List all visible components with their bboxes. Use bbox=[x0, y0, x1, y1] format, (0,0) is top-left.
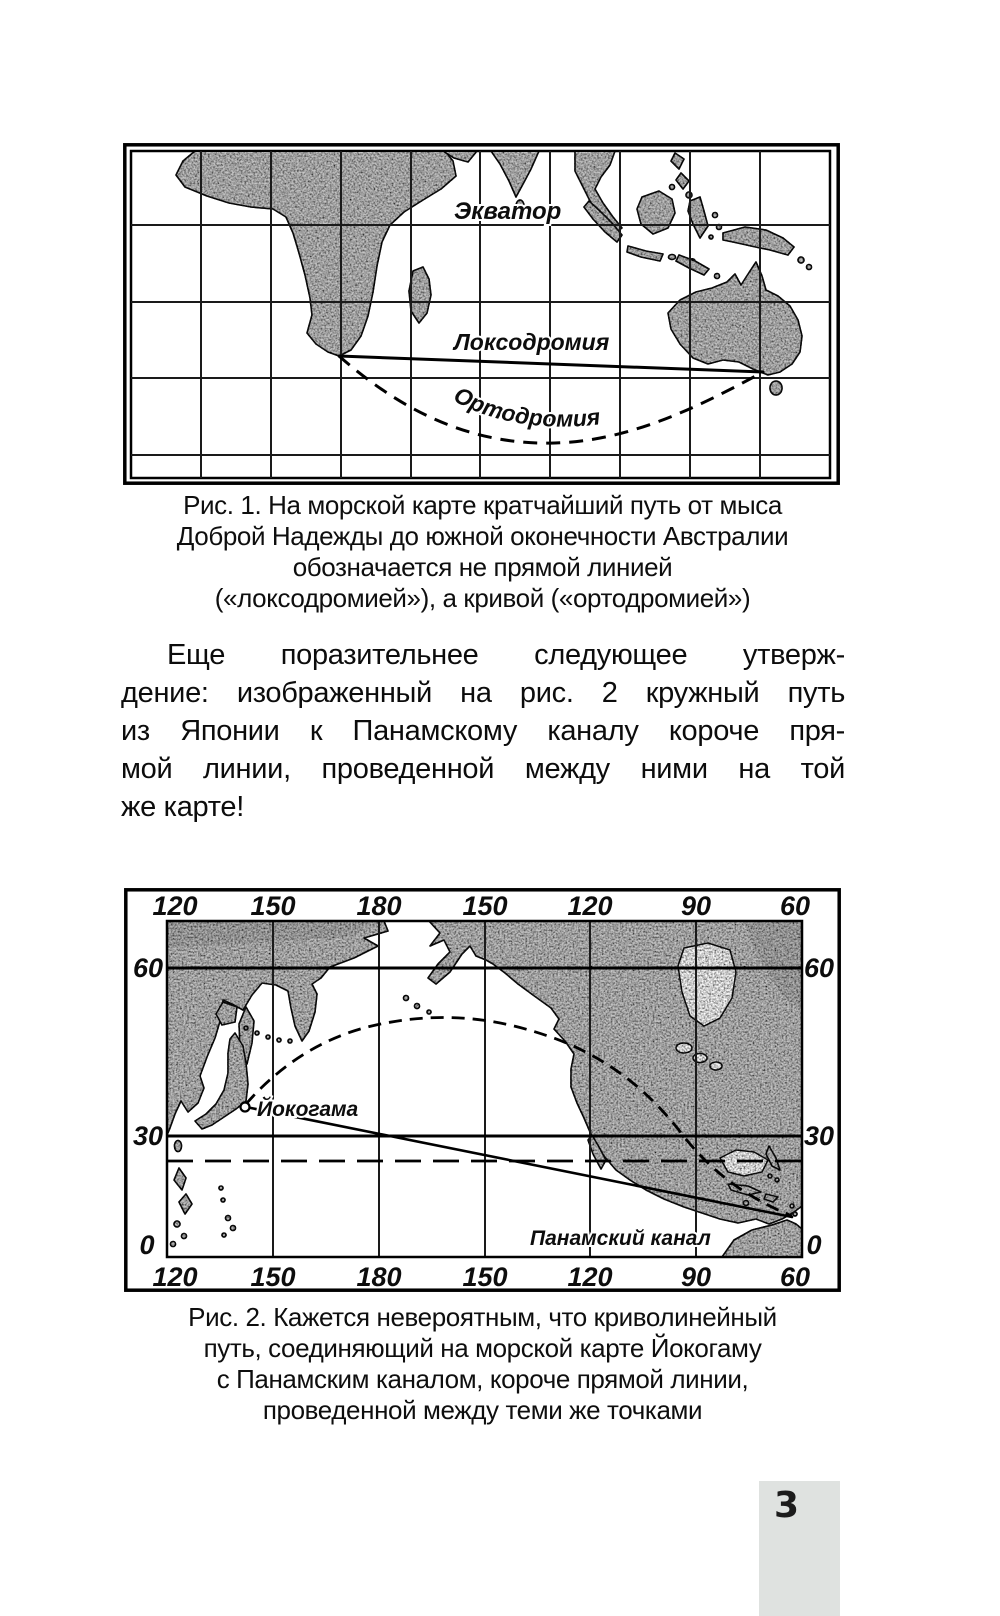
mariana-islet bbox=[226, 1216, 231, 1221]
jamaica-islet bbox=[744, 1201, 749, 1206]
paragraph-line: из Японии к Панамскому каналу короче пря- bbox=[121, 715, 845, 747]
sunda-islet bbox=[669, 255, 676, 260]
lon-label-top: 150 bbox=[462, 891, 508, 921]
timor-islet bbox=[715, 274, 720, 279]
mariana-islet bbox=[222, 1233, 226, 1237]
antilles-islet bbox=[790, 1204, 794, 1208]
lat-label-right: 60 bbox=[803, 953, 835, 983]
antilles-islet bbox=[793, 1212, 797, 1216]
caption-line: с Панамским каналом, короче прямой линии, bbox=[216, 1364, 749, 1394]
moluccas-islet bbox=[713, 213, 718, 218]
bahama-islet bbox=[768, 1174, 772, 1178]
kuril-islet bbox=[277, 1038, 281, 1042]
mariana-islet bbox=[231, 1226, 236, 1231]
melanesia-islet bbox=[807, 265, 812, 270]
lat-label-left: 60 bbox=[132, 953, 164, 983]
bonin-islet bbox=[221, 1198, 225, 1202]
equator-label: Экватор bbox=[454, 198, 562, 225]
philippine-islet bbox=[182, 1234, 187, 1239]
philippine-islet bbox=[174, 1221, 180, 1227]
figure2-caption bbox=[120, 1302, 845, 1426]
caption-line: проведенной между теми же точками bbox=[262, 1395, 703, 1425]
lon-label-bottom: 180 bbox=[356, 1262, 402, 1292]
philippine-islet bbox=[670, 185, 675, 190]
paragraph-line: же карте! bbox=[121, 791, 244, 823]
paragraph-line: мой линии, проведенной между ними на той bbox=[121, 753, 845, 785]
caption-line: Рис. 1. На морской карте кратчайший путь от мыса bbox=[183, 490, 782, 520]
figure1-map bbox=[123, 143, 840, 485]
lat-label-left: 0 bbox=[139, 1230, 155, 1260]
taiwan-island bbox=[175, 1141, 182, 1152]
aleutian-islet bbox=[404, 996, 409, 1001]
tasmania-island bbox=[770, 381, 782, 395]
paragraph-line: Еще поразительнее следующее утверж- bbox=[167, 639, 845, 671]
figure1-caption bbox=[120, 490, 845, 614]
lat-label-right: 0 bbox=[806, 1230, 822, 1260]
figure2-map bbox=[124, 888, 841, 1292]
kuril-islet bbox=[244, 1026, 248, 1030]
lon-label-bottom: 150 bbox=[250, 1262, 296, 1292]
lat-label-right: 30 bbox=[803, 1121, 835, 1151]
kuril-islet bbox=[288, 1039, 292, 1043]
bonin-islet bbox=[219, 1186, 223, 1190]
lon-label-top: 60 bbox=[779, 891, 811, 921]
page-number-box bbox=[759, 1481, 840, 1616]
page-number: 3 bbox=[774, 1485, 800, 1526]
caption-line: путь, соединяющий на морской карте Йокогаму bbox=[203, 1333, 762, 1363]
paragraph-line: дение: изображенный на рис. 2 кружный путь bbox=[121, 677, 845, 709]
kuril-islet bbox=[255, 1031, 259, 1035]
great-lake bbox=[676, 1043, 692, 1053]
caption-line: обозначается не прямой линией bbox=[292, 552, 673, 582]
lon-label-top: 120 bbox=[152, 891, 198, 921]
caption-line: Рис. 2. Кажется невероятным, что криволинейный bbox=[188, 1302, 777, 1332]
yokohama-label: Йокогама bbox=[257, 1098, 359, 1121]
loxodrome-label: Локсодромия bbox=[454, 329, 610, 355]
lon-label-bottom: 90 bbox=[680, 1262, 712, 1292]
great-lake bbox=[710, 1062, 722, 1070]
moluccas-islet bbox=[709, 235, 713, 239]
lon-label-bottom: 60 bbox=[779, 1262, 811, 1292]
philippine-islet bbox=[171, 1242, 176, 1247]
body-paragraph bbox=[121, 636, 845, 826]
lon-label-top: 180 bbox=[356, 891, 402, 921]
lon-label-top: 90 bbox=[680, 891, 712, 921]
yokohama-marker bbox=[241, 1103, 250, 1112]
lon-label-top: 150 bbox=[250, 891, 296, 921]
lat-label-left: 30 bbox=[132, 1121, 164, 1151]
caption-line: Доброй Надежды до южной оконечности Австралии bbox=[176, 521, 789, 551]
orthodrome-label: Ортодромия bbox=[449, 381, 602, 432]
aleutian-islet bbox=[427, 1010, 431, 1014]
lon-label-bottom: 120 bbox=[152, 1262, 198, 1292]
lon-label-top: 120 bbox=[567, 891, 613, 921]
kuril-islet bbox=[266, 1035, 270, 1039]
aleutian-islet bbox=[415, 1004, 420, 1009]
melanesia-islet bbox=[798, 257, 804, 263]
lon-label-bottom: 120 bbox=[567, 1262, 613, 1292]
caption-line: («локсодромией»), а кривой («ортодромией») bbox=[214, 583, 751, 613]
lon-label-bottom: 150 bbox=[462, 1262, 508, 1292]
bahama-islet bbox=[775, 1178, 779, 1182]
panama-canal-label: Панамский канал bbox=[530, 1227, 711, 1250]
